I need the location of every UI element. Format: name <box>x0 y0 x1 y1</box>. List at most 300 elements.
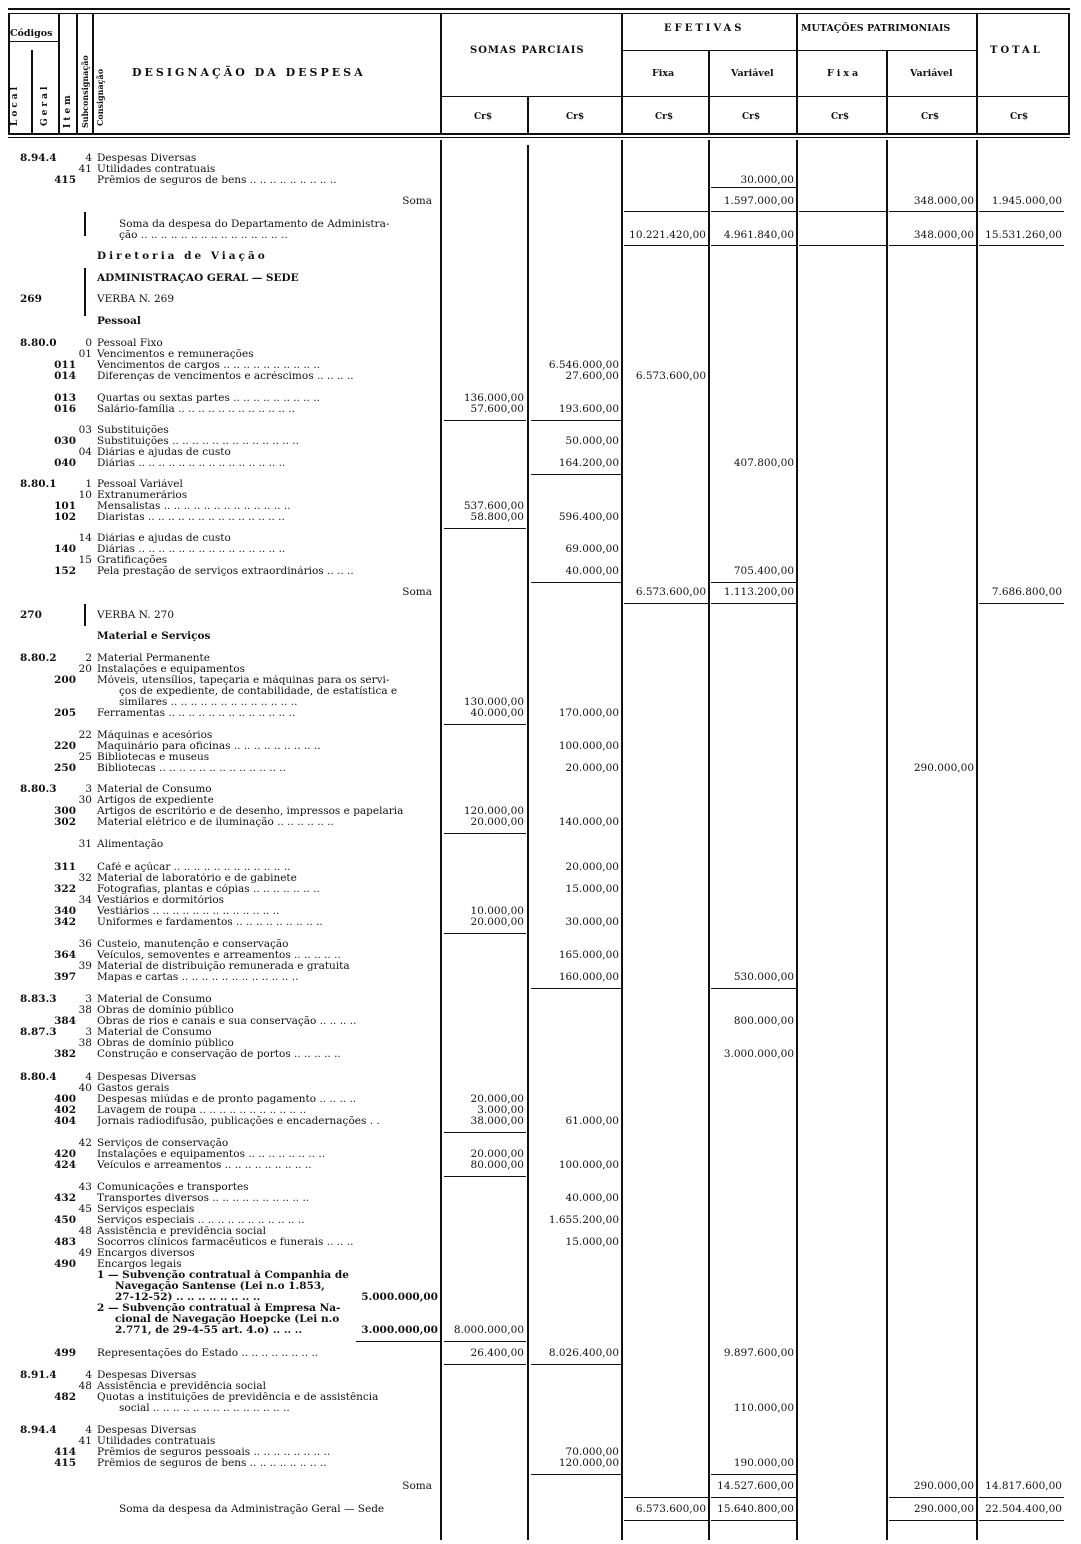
local-code: 8.87.3 <box>20 1026 57 1038</box>
row-description: Soma <box>402 1480 432 1492</box>
col-divider <box>440 13 442 135</box>
row-description: Fotografias, plantas e cópias .. .. .. .. .. .. .. <box>97 884 320 895</box>
consignacao-code: 38 <box>78 1037 92 1049</box>
item-code: 013 <box>54 392 76 404</box>
consignacao-code: 04 <box>78 446 92 458</box>
sum-rule <box>444 1364 526 1365</box>
row-description: social .. .. .. .. .. .. .. .. .. .. .. .. .. .. <box>119 1403 290 1414</box>
row-description: Veículos e arreamentos .. .. .. .. .. .. .. .. .. <box>97 1160 312 1171</box>
amount-sp2: 40.000,00 <box>565 565 619 577</box>
sum-rule <box>979 211 1064 212</box>
top-rule <box>8 8 1070 10</box>
item-code: 415 <box>54 1457 76 1469</box>
mutacoes-label: MUTAÇÕES PATRIMONIAIS <box>801 23 951 34</box>
amount-sp1: 38.000,00 <box>470 1115 524 1127</box>
sum-rule <box>979 603 1064 604</box>
amount-sp2: 40.000,00 <box>565 1192 619 1204</box>
item-code: 450 <box>54 1214 76 1226</box>
sum-rule <box>444 1341 526 1342</box>
amount-sp2: 30.000,00 <box>565 916 619 928</box>
local-code: 270 <box>20 609 42 621</box>
consignacao-code: 2 <box>85 652 92 664</box>
row-description: Material Permanente <box>97 653 210 664</box>
sum-rule <box>531 474 621 475</box>
item-code: 397 <box>54 971 76 983</box>
consignacao-code: 41 <box>78 1435 92 1447</box>
body-divider <box>976 140 978 1540</box>
amount-tot: 7.686.800,00 <box>991 586 1062 598</box>
amount-ev: 407.800,00 <box>733 457 794 469</box>
local-code: 8.80.4 <box>20 1071 57 1083</box>
sum-rule <box>444 420 526 421</box>
sum-rule <box>531 1474 621 1475</box>
currency-ev: Cr$ <box>742 112 761 122</box>
amount-ev: 1.113.200,00 <box>723 586 794 598</box>
col-divider <box>1068 13 1070 135</box>
sum-rule <box>799 211 886 212</box>
consignacao-code: 36 <box>78 938 92 950</box>
sum-rule <box>711 1474 796 1475</box>
amount-sp2: 596.400,00 <box>558 511 619 523</box>
row-description: Assistência e previdência social <box>97 1381 267 1392</box>
amount-sp1: 57.600,00 <box>470 403 524 415</box>
amount-ev: 3.000.000,00 <box>723 1048 794 1060</box>
amount-sp2: 193.600,00 <box>558 403 619 415</box>
row-description: Soma da despesa do Departamento de Administra- <box>119 219 390 230</box>
item-code: 152 <box>54 565 76 577</box>
row-description: Despesas miúdas e de pronto pagamento .. .. .. .. <box>97 1094 357 1105</box>
row-description: Instalações e equipamentos <box>97 664 245 675</box>
row-description: Instalações e equipamentos .. .. .. .. .. .. .. .. <box>97 1149 326 1160</box>
consignacao-code: 4 <box>85 152 92 164</box>
consignacao-code: 38 <box>78 1004 92 1016</box>
item-code: 200 <box>54 674 76 686</box>
body-divider <box>440 140 442 1540</box>
amount-inner: 5.000.000,00 <box>361 1291 438 1303</box>
row-description: Construção e conservação de portos .. .. .. .. .. <box>97 1049 341 1060</box>
amount-sp2: 165.000,00 <box>558 949 619 961</box>
row-description: Transportes diversos .. .. .. .. .. .. .. .. .. .. <box>97 1193 310 1204</box>
sum-rule <box>799 245 886 246</box>
item-code: 490 <box>54 1258 76 1270</box>
amount-sp2: 1.655.200,00 <box>548 1214 619 1226</box>
amount-sp2: 160.000,00 <box>558 971 619 983</box>
item-code: 384 <box>54 1015 76 1027</box>
item-code: 420 <box>54 1148 76 1160</box>
row-description: Encargos diversos <box>97 1248 195 1259</box>
somas-parciais-label: SOMAS PARCIAIS <box>470 45 585 56</box>
amount-sp1: 20.000,00 <box>470 1148 524 1160</box>
amount-inner: 3.000.000,00 <box>361 1324 438 1336</box>
row-description: Material de laboratório e de gabinete <box>97 873 297 884</box>
row-description: Vencimentos e remunerações <box>97 349 254 360</box>
row-description: Obras de domínio público <box>97 1038 234 1049</box>
item-code: 102 <box>54 511 76 523</box>
row-description: Material e Serviços <box>97 631 211 642</box>
sum-rule <box>444 724 526 725</box>
row-description: Despesas Diversas <box>97 1072 197 1083</box>
item-code: 030 <box>54 435 76 447</box>
consignacao-code: 1 <box>85 478 92 490</box>
item-code: 415 <box>54 174 76 186</box>
consignacao-code: 48 <box>78 1225 92 1237</box>
sum-rule <box>711 211 796 212</box>
row-description: Diárias .. .. .. .. .. .. .. .. .. .. .. .. .. .. .. <box>97 458 286 469</box>
row-description: Quotas a instituições de previdência e de assistência <box>97 1392 379 1403</box>
amount-sp1: 40.000,00 <box>470 707 524 719</box>
amount-ef: 6.573.600,00 <box>635 586 706 598</box>
amount-sp2: 120.000,00 <box>558 1457 619 1469</box>
consignacao-code: 4 <box>85 1424 92 1436</box>
consignacao-code: 45 <box>78 1203 92 1215</box>
amount-ev: 800.000,00 <box>733 1015 794 1027</box>
row-description: Diárias e ajudas de custo <box>97 447 231 458</box>
sum-rule <box>979 245 1064 246</box>
sum-rule <box>356 1341 440 1342</box>
consignacao-code: 40 <box>78 1082 92 1094</box>
row-description: Despesas Diversas <box>97 1425 197 1436</box>
row-description: Lavagem de roupa .. .. .. .. .. .. .. .. .. .. .. <box>97 1105 307 1116</box>
item-code: 414 <box>54 1446 76 1458</box>
col-divider <box>621 13 623 135</box>
row-description: Salário-família .. .. .. .. .. .. .. .. .. .. .. .. <box>97 404 295 415</box>
row-description: Utilidades contratuais <box>97 164 216 175</box>
top-rule-thin <box>8 13 1070 14</box>
currency-rule <box>440 96 1068 97</box>
sum-rule <box>444 933 526 934</box>
geral-label: Geral <box>40 83 50 126</box>
sum-rule <box>889 245 976 246</box>
row-description: Soma <box>402 195 432 207</box>
row-description: Obras de domínio público <box>97 1005 234 1016</box>
row-description: Diárias e ajudas de custo <box>97 533 231 544</box>
col-divider <box>31 50 33 135</box>
row-description: Quartas ou sextas partes .. .. .. .. .. .. .. .. .. <box>97 393 320 404</box>
amount-sp2: 15.000,00 <box>565 883 619 895</box>
item-code: 432 <box>54 1192 76 1204</box>
amount-sp2: 100.000,00 <box>558 1159 619 1171</box>
consignacao-code: 3 <box>85 783 92 795</box>
amount-mv: 290.000,00 <box>913 1503 974 1515</box>
row-description: Maquinário para oficinas .. .. .. .. .. .. .. .. .. <box>97 741 321 752</box>
local-code: 8.91.4 <box>20 1369 57 1381</box>
row-description: Serviços especiais <box>97 1204 195 1215</box>
consignacao-code: 39 <box>78 960 92 972</box>
amount-ef: 6.573.600,00 <box>635 1503 706 1515</box>
local-code: 8.94.4 <box>20 152 57 164</box>
row-description: Artigos de expediente <box>97 795 214 806</box>
sum-rule <box>531 420 621 421</box>
row-description: Material de Consumo <box>97 1027 212 1038</box>
item-code: 342 <box>54 916 76 928</box>
consignacao-code: 03 <box>78 424 92 436</box>
row-description: Vencimentos de cargos .. .. .. .. .. .. .. .. .. .. <box>97 360 321 371</box>
item-code: 016 <box>54 403 76 415</box>
row-description: Vestiários .. .. .. .. .. .. .. .. .. .. .. .. .. <box>97 906 280 917</box>
row-description: Uniformes e fardamentos .. .. .. .. .. .. .. .. .. <box>97 917 323 928</box>
col-divider <box>796 13 798 135</box>
local-code: 8.80.0 <box>20 337 57 349</box>
amount-ev: 30.000,00 <box>740 174 794 186</box>
header-bottom-rule-thin <box>8 137 1070 138</box>
row-description: Despesas Diversas <box>97 1370 197 1381</box>
row-description: Material de Consumo <box>97 994 212 1005</box>
sum-rule <box>711 245 796 246</box>
local-code: 8.83.3 <box>20 993 57 1005</box>
amount-sp2: 61.000,00 <box>565 1115 619 1127</box>
item-code: 011 <box>54 359 76 371</box>
header-bottom-rule <box>8 133 1070 135</box>
row-description: Artigos de escritório e de desenho, impressos e papelaria <box>97 806 404 817</box>
row-description: Mapas e cartas .. .. .. .. .. .. .. .. .. .. .. .. <box>97 972 299 983</box>
consignacao-code: 22 <box>78 729 92 741</box>
codigos-rule <box>8 41 58 42</box>
currency-sp2: Cr$ <box>566 112 585 122</box>
col-divider <box>76 13 78 135</box>
item-code: 382 <box>54 1048 76 1060</box>
row-description: Ferramentas .. .. .. .. .. .. .. .. .. .. .. .. .. <box>97 708 296 719</box>
row-description: Custeio, manutenção e conservação <box>97 939 289 950</box>
amount-tot: 1.945.000,00 <box>991 195 1062 207</box>
sum-rule <box>624 1520 708 1521</box>
row-description: Material de Consumo <box>97 784 212 795</box>
sum-rule <box>979 1497 1064 1498</box>
amount-ev: 15.640.800,00 <box>717 1503 794 1515</box>
sum-rule <box>711 1497 796 1498</box>
amount-sp2: 170.000,00 <box>558 707 619 719</box>
row-description: Despesas Diversas <box>97 153 197 164</box>
amount-ef: 6.573.600,00 <box>635 370 706 382</box>
efetivas-rule <box>621 50 976 51</box>
sum-rule <box>889 1520 976 1521</box>
consignacao-code: 25 <box>78 751 92 763</box>
amount-ev: 9.897.600,00 <box>723 1347 794 1359</box>
sum-rule <box>531 1364 621 1365</box>
somas-split <box>527 96 529 135</box>
amount-sp1: 136.000,00 <box>463 392 524 404</box>
sum-rule <box>889 211 976 212</box>
consignacao-code: 4 <box>85 1071 92 1083</box>
item-label: Item <box>63 92 73 128</box>
amount-sp2: 27.600,00 <box>565 370 619 382</box>
consignacao-code: 0 <box>85 337 92 349</box>
item-code: 311 <box>54 861 76 873</box>
row-description: ços de expediente, de contabilidade, de estatística e <box>119 686 398 697</box>
row-description: Mensalistas .. .. .. .. .. .. .. .. .. .. .. .. .. <box>97 501 291 512</box>
row-description: 1 — Subvenção contratual à Companhia de <box>97 1270 349 1281</box>
item-code: 424 <box>54 1159 76 1171</box>
item-code: 140 <box>54 543 76 555</box>
amount-tot: 22.504.400,00 <box>985 1503 1062 1515</box>
amount-sp2: 100.000,00 <box>558 740 619 752</box>
amount-sp2: 69.000,00 <box>565 543 619 555</box>
amount-ef: 10.221.420,00 <box>629 229 706 241</box>
sum-rule <box>624 1497 708 1498</box>
row-description: Navegação Santense (Lei n.o 1.853, <box>115 1281 325 1292</box>
body-divider <box>886 140 888 1540</box>
sum-rule <box>444 833 526 834</box>
mutacoes-fixa-label: Fixa <box>827 68 862 79</box>
amount-ev: 705.400,00 <box>733 565 794 577</box>
col-divider <box>886 50 888 135</box>
item-code: 250 <box>54 762 76 774</box>
row-description: Bibliotecas .. .. .. .. .. .. .. .. .. .. .. .. .. <box>97 763 286 774</box>
amount-ev: 190.000,00 <box>733 1457 794 1469</box>
row-description: Pessoal Variável <box>97 479 183 490</box>
section-marker <box>84 212 86 236</box>
row-description: Serviços especiais .. .. .. .. .. .. .. .. .. .. .. <box>97 1215 305 1226</box>
local-label: Local <box>10 83 20 126</box>
amount-sp2: 20.000,00 <box>565 861 619 873</box>
local-code: 8.80.1 <box>20 478 57 490</box>
row-description: Pessoal <box>97 316 141 327</box>
consignacao-code: 43 <box>78 1181 92 1193</box>
row-description: Utilidades contratuais <box>97 1436 216 1447</box>
codigos-label: Códigos <box>10 28 53 39</box>
amount-mv: 290.000,00 <box>913 762 974 774</box>
amount-sp1: 3.000,00 <box>477 1104 524 1116</box>
amount-mv: 348.000,00 <box>913 229 974 241</box>
consignacao-code: 42 <box>78 1137 92 1149</box>
item-code: 499 <box>54 1347 76 1359</box>
amount-sp1: 20.000,00 <box>470 916 524 928</box>
local-code: 269 <box>20 293 42 305</box>
amount-sp1: 26.400,00 <box>470 1347 524 1359</box>
row-description: Gratificações <box>97 555 168 566</box>
amount-sp2: 140.000,00 <box>558 816 619 828</box>
col-divider <box>708 50 710 135</box>
amount-ev: 14.527.600,00 <box>717 1480 794 1492</box>
col-divider <box>58 13 60 135</box>
body-divider <box>708 140 710 1540</box>
item-code: 400 <box>54 1093 76 1105</box>
consignacao-code: 48 <box>78 1380 92 1392</box>
local-code: 8.80.3 <box>20 783 57 795</box>
row-description: Substituições <box>97 425 169 436</box>
row-description: Soma da despesa da Administração Geral — Sede <box>119 1504 385 1515</box>
local-code: 8.94.4 <box>20 1424 57 1436</box>
consignacao-code: 32 <box>78 872 92 884</box>
sum-rule <box>531 988 621 989</box>
row-description: ção .. .. .. .. .. .. .. .. .. .. .. .. .. .. .. <box>119 230 288 241</box>
total-label: TOTAL <box>990 45 1043 56</box>
item-code: 101 <box>54 500 76 512</box>
verba-marker <box>84 268 86 316</box>
item-code: 040 <box>54 457 76 469</box>
row-description: Vestiários e dormitórios <box>97 895 225 906</box>
row-description: Prêmios de seguros pessoais .. .. .. .. .. .. .. .. <box>97 1447 331 1458</box>
amount-sp2: 15.000,00 <box>565 1236 619 1248</box>
consignacao-code: 3 <box>85 1026 92 1038</box>
consignacao-code: 30 <box>78 794 92 806</box>
sum-rule <box>624 211 708 212</box>
row-description: Representações do Estado .. .. .. .. .. .. .. .. <box>97 1348 319 1359</box>
row-description: Material elétrico e de iluminação .. .. .. .. .. .. <box>97 817 334 828</box>
sum-rule <box>531 582 621 583</box>
row-description: Prêmios de seguros de bens .. .. .. .. .. .. .. .. <box>97 1458 327 1469</box>
consignacao-code: 49 <box>78 1247 92 1259</box>
item-code: 402 <box>54 1104 76 1116</box>
item-code: 300 <box>54 805 76 817</box>
row-description: cional de Navegação Hoepcke (Lei n.o <box>115 1314 340 1325</box>
item-code: 014 <box>54 370 76 382</box>
currency-sp1: Cr$ <box>474 112 493 122</box>
consignacao-code: 31 <box>78 838 92 850</box>
item-code: 205 <box>54 707 76 719</box>
row-description: Assistência e previdência social <box>97 1226 267 1237</box>
amount-sp2: 20.000,00 <box>565 762 619 774</box>
efetivas-fixa-label: Fixa <box>652 68 675 79</box>
amount-sp2: 50.000,00 <box>565 435 619 447</box>
col-divider <box>976 13 978 135</box>
consignacao-code: 10 <box>78 489 92 501</box>
row-description: Comunicações e transportes <box>97 1182 249 1193</box>
amount-sp1: 80.000,00 <box>470 1159 524 1171</box>
item-code: 322 <box>54 883 76 895</box>
row-description: Alimentação <box>97 839 164 850</box>
row-description: Máquinas e acesórios <box>97 730 213 741</box>
row-description: ADMINISTRAÇÃO GERAL — SEDE <box>97 273 299 284</box>
amount-sp1: 130.000,00 <box>463 696 524 708</box>
sum-rule <box>624 245 708 246</box>
row-description: Socorros clínicos farmacêuticos e funerais .. .. .. <box>97 1237 354 1248</box>
amount-sp2: 164.200,00 <box>558 457 619 469</box>
sum-rule <box>711 1520 796 1521</box>
row-description: Soma <box>402 586 432 598</box>
row-description: Material de distribuição remunerada e gratuita <box>97 961 350 972</box>
sum-rule <box>444 1176 526 1177</box>
consignacao-code: 4 <box>85 1369 92 1381</box>
amount-mv: 290.000,00 <box>913 1480 974 1492</box>
efetivas-label: EFETIVAS <box>664 23 745 34</box>
amount-tot: 15.531.260,00 <box>985 229 1062 241</box>
sum-rule <box>711 187 796 188</box>
consignacao-code: 34 <box>78 894 92 906</box>
sum-rule <box>889 1497 976 1498</box>
amount-sp1: 120.000,00 <box>463 805 524 817</box>
designacao-label: DESIGNAÇÃO DA DESPESA <box>132 66 366 79</box>
amount-ev: 110.000,00 <box>733 1402 794 1414</box>
row-description: Diaristas .. .. .. .. .. .. .. .. .. .. .. .. .. .. <box>97 512 285 523</box>
row-description: 2.771, de 29-4-55 art. 4.o) .. .. .. <box>115 1325 303 1336</box>
row-description: Encargos legais <box>97 1259 182 1270</box>
amount-sp1: 10.000,00 <box>470 905 524 917</box>
row-description: Jornais radiodifusão, publicações e encadernações . . <box>97 1116 380 1127</box>
amount-ev: 1.597.000,00 <box>723 195 794 207</box>
row-description: Substituições .. .. .. .. .. .. .. .. .. .. .. .. .. <box>97 436 299 447</box>
sum-rule <box>711 988 796 989</box>
amount-sp1: 8.000.000,00 <box>453 1324 524 1336</box>
item-code: 364 <box>54 949 76 961</box>
consignacao-code: 15 <box>78 554 92 566</box>
row-description: Diferenças de vencimentos e acréscimos .. .. .. .. <box>97 371 354 382</box>
item-code: 404 <box>54 1115 76 1127</box>
amount-ev: 4.961.840,00 <box>723 229 794 241</box>
sum-rule <box>979 1520 1064 1521</box>
item-code: 302 <box>54 816 76 828</box>
row-description: Obras de rios e canais e sua conservação .. .. .. .. <box>97 1016 357 1027</box>
body-divider <box>527 145 529 1540</box>
amount-mv: 348.000,00 <box>913 195 974 207</box>
sum-rule <box>444 1132 526 1133</box>
item-code: 483 <box>54 1236 76 1248</box>
amount-ev: 530.000,00 <box>733 971 794 983</box>
row-description: Bibliotecas e museus <box>97 752 210 763</box>
amount-sp2: 70.000,00 <box>565 1446 619 1458</box>
amount-sp1: 20.000,00 <box>470 816 524 828</box>
row-description: Pessoal Fixo <box>97 338 163 349</box>
row-description: VERBA N. 269 <box>97 294 175 305</box>
